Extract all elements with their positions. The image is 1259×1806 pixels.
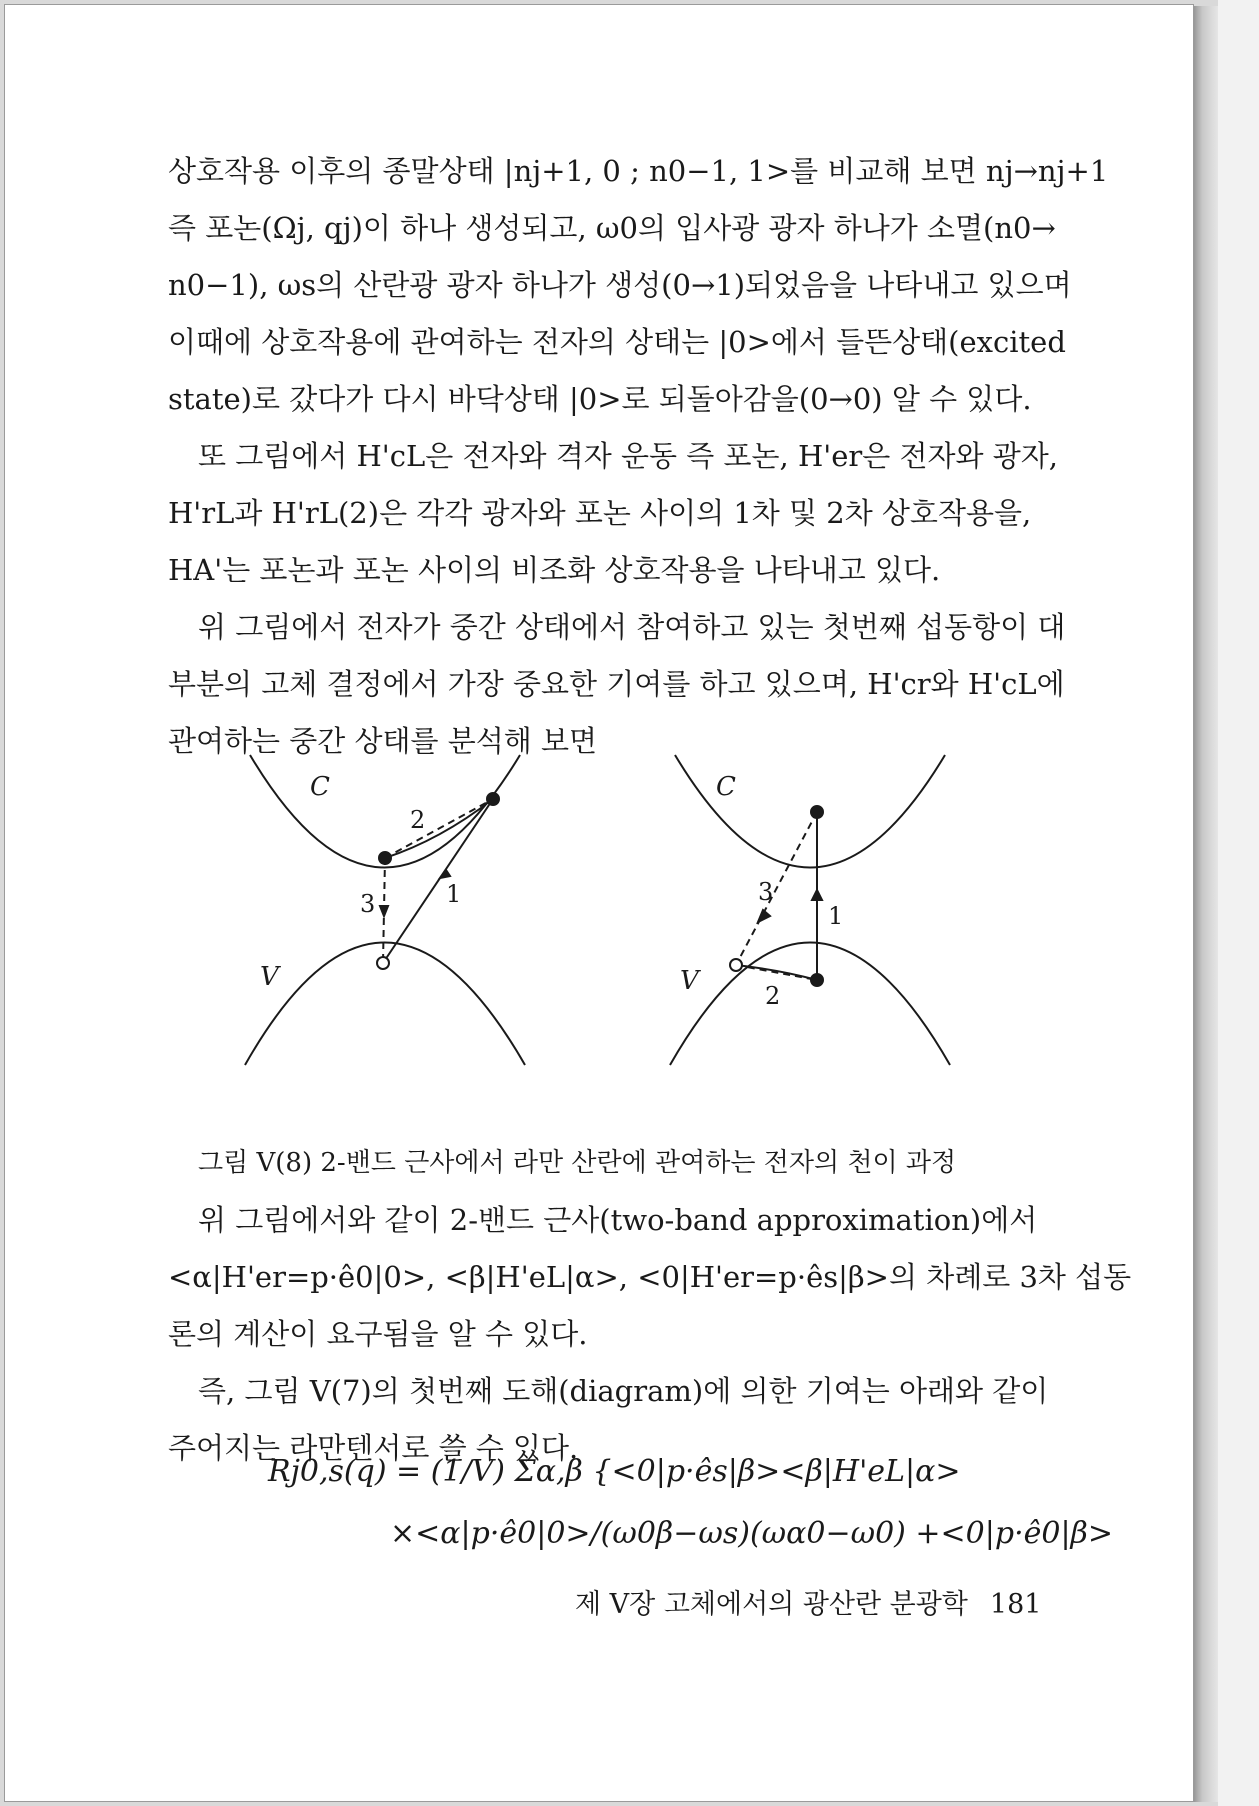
arrow-3-right — [758, 910, 770, 922]
electron-dot-left — [379, 852, 391, 864]
path-label-2-right: 2 — [765, 982, 781, 1010]
text-line: n0−1), ωs의 산란광 광자 하나가 생성(0→1)되었음을 나타내고 있으며 — [168, 268, 1072, 302]
text-line: <α|H'er=p·ê0|0>, <β|H'eL|α>, <0|H'er=p·ês|β>의 차례로 3차 섭동 — [168, 1260, 1132, 1294]
raman-tensor-equation-line1: Rj0,s(q) = (1/V) Σα,β {<0|p·ês|β><β|H'eL|α> — [268, 1454, 961, 1489]
electron-dot-right — [811, 806, 823, 818]
path-label-2-left: 2 — [410, 806, 426, 834]
left-diagram — [245, 730, 525, 1065]
path-label-1-left: 1 — [446, 880, 462, 908]
hole-dot-left — [377, 957, 389, 969]
band-label-v-right: V — [680, 966, 699, 996]
electron-dot-right — [811, 974, 823, 986]
electron-dot-left — [487, 793, 499, 805]
text-line: 론의 계산이 요구됨을 알 수 있다. — [168, 1317, 588, 1351]
text-line: 위 그림에서와 같이 2-밴드 근사(two-band approximation)에서 — [198, 1203, 1038, 1237]
text-line: HA'는 포논과 포논 사이의 비조화 상호작용을 나타내고 있다. — [168, 553, 941, 587]
text-line: 즉 포논(Ωj, qj)이 하나 생성되고, ω0의 입사광 광자 하나가 소멸(n0→ — [168, 211, 1056, 245]
figure-caption: 그림 V(8) 2-밴드 근사에서 라만 산란에 관여하는 전자의 천이 과정 — [198, 1148, 957, 1178]
hole-dot-right — [730, 959, 742, 971]
text-block-top — [168, 143, 1109, 770]
running-footer — [575, 1582, 1041, 1621]
arrow-1-right — [812, 890, 822, 900]
text-line: 부분의 고체 결정에서 가장 중요한 기여를 하고 있으며, H'cr와 H'cL에 — [168, 667, 1065, 701]
text-line: 즉, 그림 V(7)의 첫번째 도해(diagram)에 의한 기여는 아래와 같이 — [198, 1374, 1049, 1408]
background-edge — [1218, 0, 1259, 1806]
path-label-1-right: 1 — [828, 902, 844, 930]
text-line: 관여하는 중간 상태를 분석해 보면 — [168, 724, 598, 758]
chapter-title: 제 V장 고체에서의 광산란 분광학 — [575, 1589, 968, 1620]
text-line: 상호작용 이후의 종말상태 |nj+1, 0 ; n0−1, 1>를 비교해 보면 nj→nj+1 — [168, 154, 1109, 188]
text-line: 이때에 상호작용에 관여하는 전자의 상태는 |0>에서 들뜬상태(excited — [168, 325, 1066, 359]
text-line: 주어지는 라만텐서로 쓸 수 있다. — [168, 1431, 579, 1465]
page-number: 181 — [989, 1589, 1042, 1620]
text-line: H'rL과 H'rL(2)은 각각 광자와 포논 사이의 1차 및 2차 상호작용을, — [168, 496, 1032, 530]
text-line: 또 그림에서 H'cL은 전자와 격자 운동 즉 포논, H'er은 전자와 광자, — [198, 439, 1058, 473]
path-label-3-right: 3 — [758, 878, 774, 906]
band-transition-figure — [200, 730, 1050, 1070]
text-line: state)로 갔다가 다시 바닥상태 |0>로 되돌아감을(0→0) 알 수 있다. — [168, 382, 1032, 416]
valence-band-right — [670, 943, 950, 1066]
band-label-c-right: C — [716, 772, 736, 802]
raman-tensor-equation-line2: ×<α|p·ê0|0>/(ω0β−ωs)(ωα0−ω0) +<0|p·ê0|β> — [390, 1516, 1114, 1551]
text-block-bottom — [168, 1192, 1132, 1477]
band-label-v-left: V — [260, 962, 279, 992]
transition-1-left — [383, 799, 493, 963]
conduction-band-left — [250, 755, 520, 868]
arrow-3-left — [380, 906, 388, 916]
right-diagram — [670, 755, 950, 1065]
path-label-3-left: 3 — [360, 890, 376, 918]
text-line: 위 그림에서 전자가 중간 상태에서 참여하고 있는 첫번째 섭동항이 대 — [198, 610, 1066, 644]
band-label-c-left: C — [310, 772, 330, 802]
page-edge-shadow — [1192, 6, 1218, 1802]
